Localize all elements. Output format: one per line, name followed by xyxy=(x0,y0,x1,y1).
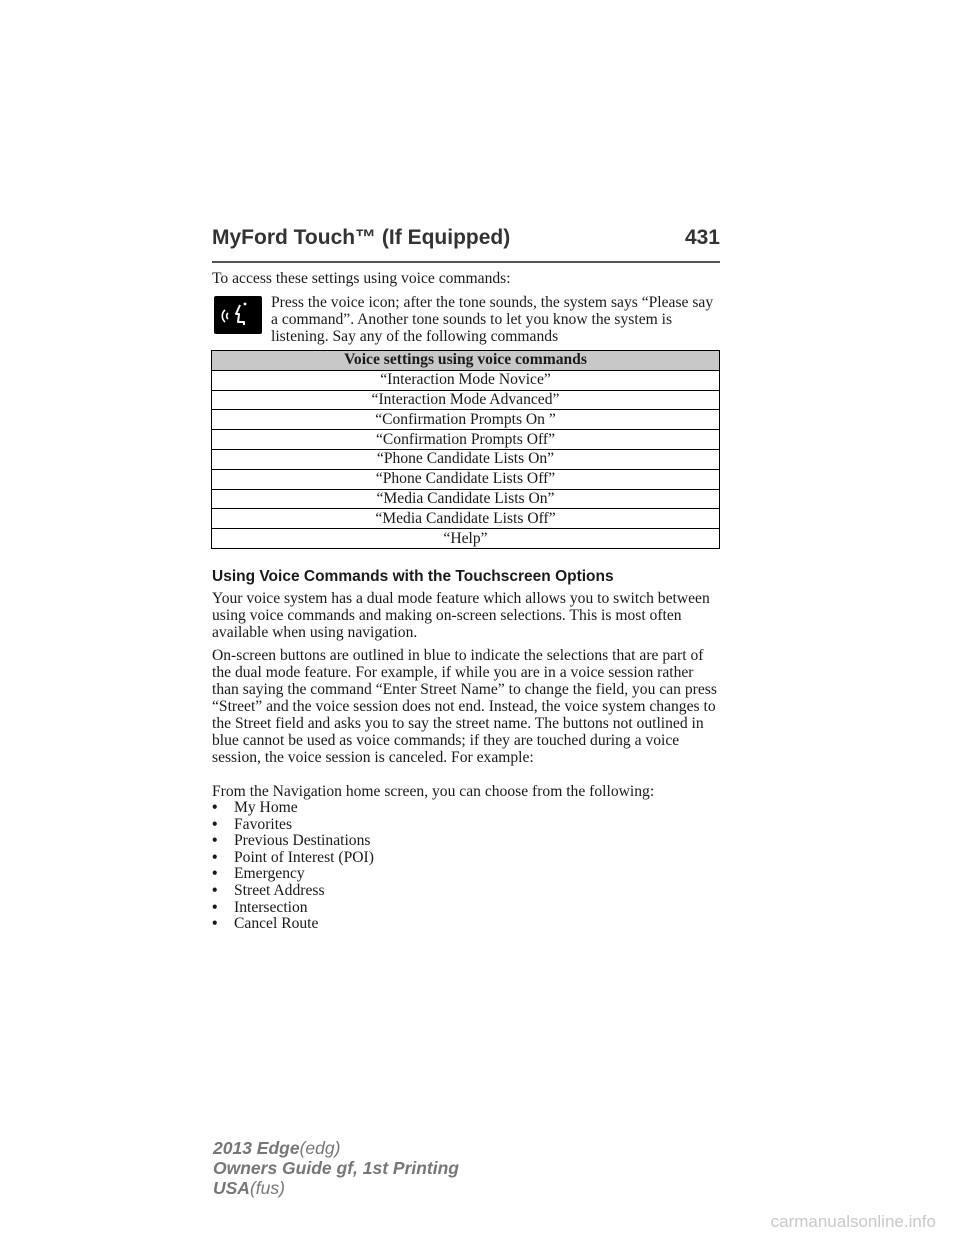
list-item xyxy=(212,850,374,867)
table-row xyxy=(212,509,720,529)
intro-text: To access these settings using voice commands: xyxy=(212,270,511,287)
bullet: • xyxy=(212,832,218,850)
table-row xyxy=(212,469,720,489)
list-item-label: Point of Interest (POI) xyxy=(234,848,374,866)
list-item-label: Emergency xyxy=(234,865,305,883)
bullet: • xyxy=(212,799,218,816)
paragraph-navigation-home: From the Navigation home screen, you can choose from the following: xyxy=(212,783,655,800)
footer-line-model xyxy=(213,1138,459,1158)
list-item xyxy=(212,916,374,933)
table-row xyxy=(212,370,720,390)
footer-model: 2013 Edge xyxy=(213,1138,300,1158)
voice-description: Press the voice icon; after the tone sounds, the system says “Please say a command”. Another tone sounds to let you know the system is listening. Say any of the following commands xyxy=(271,294,714,345)
list-item xyxy=(212,900,374,917)
list-item-label: My Home xyxy=(234,799,298,816)
watermark: carmanualsonline.info xyxy=(770,1212,936,1231)
table-cell: “Interaction Mode Advanced” xyxy=(212,390,720,410)
voice-command-icon xyxy=(214,296,262,334)
bullet: • xyxy=(212,815,218,833)
table-row xyxy=(212,489,720,509)
bullet: • xyxy=(212,848,218,866)
header-rule xyxy=(212,261,720,263)
list-item xyxy=(212,800,374,817)
table-cell: “Interaction Mode Novice” xyxy=(212,370,720,390)
header-title: MyFord Touch™ (If Equipped) xyxy=(212,226,511,249)
table-row xyxy=(212,449,720,469)
list-item-label: Intersection xyxy=(234,898,308,916)
list-item xyxy=(212,866,374,883)
list-item-label: Cancel Route xyxy=(234,915,319,933)
table-header: Voice settings using voice commands xyxy=(212,351,720,371)
bullet: • xyxy=(212,865,218,883)
footer-line-guide: Owners Guide gf, 1st Printing xyxy=(213,1158,459,1178)
table-cell: “Confirmation Prompts Off” xyxy=(212,430,720,450)
bullet: • xyxy=(212,898,218,916)
table-row xyxy=(212,430,720,450)
list-item-label: Street Address xyxy=(234,881,325,899)
paragraph-outlined-buttons: On-screen buttons are outlined in blue to indicate the selections that are part of the dual mode feature. For example, if while you are in a voice session rather than saying the command “Enter Street Name” to change the field, you can press “Street” and the voice session does not end. Instead, the voice system changes to the Street field and asks you to say the street name. The buttons not outlined in blue cannot be used as voice commands; if they are touched during a voice session, the voice session is canceled. For example: xyxy=(212,647,717,766)
page-header xyxy=(212,226,720,262)
table-cell: “Phone Candidate Lists Off” xyxy=(212,469,720,489)
voice-settings-table xyxy=(211,350,720,549)
page-footer xyxy=(213,1138,459,1198)
bullet: • xyxy=(212,881,218,899)
footer-market-code: (fus) xyxy=(249,1178,285,1198)
bullet: • xyxy=(212,915,218,933)
list-item xyxy=(212,883,374,900)
table-header-row xyxy=(212,351,720,371)
section-heading: Using Voice Commands with the Touchscreen Options xyxy=(212,568,614,585)
footer-market: USA xyxy=(213,1178,250,1198)
table-cell: “Media Candidate Lists On” xyxy=(212,489,720,509)
list-item xyxy=(212,833,374,850)
table-row xyxy=(212,529,720,549)
table-cell: “Media Candidate Lists Off” xyxy=(212,509,720,529)
navigation-options-list xyxy=(212,800,374,933)
table-cell: “Confirmation Prompts On ” xyxy=(212,410,720,430)
footer-line-market xyxy=(213,1178,459,1198)
list-item-label: Previous Destinations xyxy=(234,832,371,850)
table-row xyxy=(212,410,720,430)
page-number: 431 xyxy=(684,226,720,249)
table-row xyxy=(212,390,720,410)
footer-model-code: (edg) xyxy=(299,1138,341,1158)
table-cell: “Help” xyxy=(212,529,720,549)
list-item xyxy=(212,817,374,834)
list-item-label: Favorites xyxy=(234,815,293,833)
paragraph-dual-mode: Your voice system has a dual mode feature which allows you to switch between using voice commands and making on-screen selections. This is most often available when using navigation. xyxy=(212,590,710,641)
table-cell: “Phone Candidate Lists On” xyxy=(212,449,720,469)
